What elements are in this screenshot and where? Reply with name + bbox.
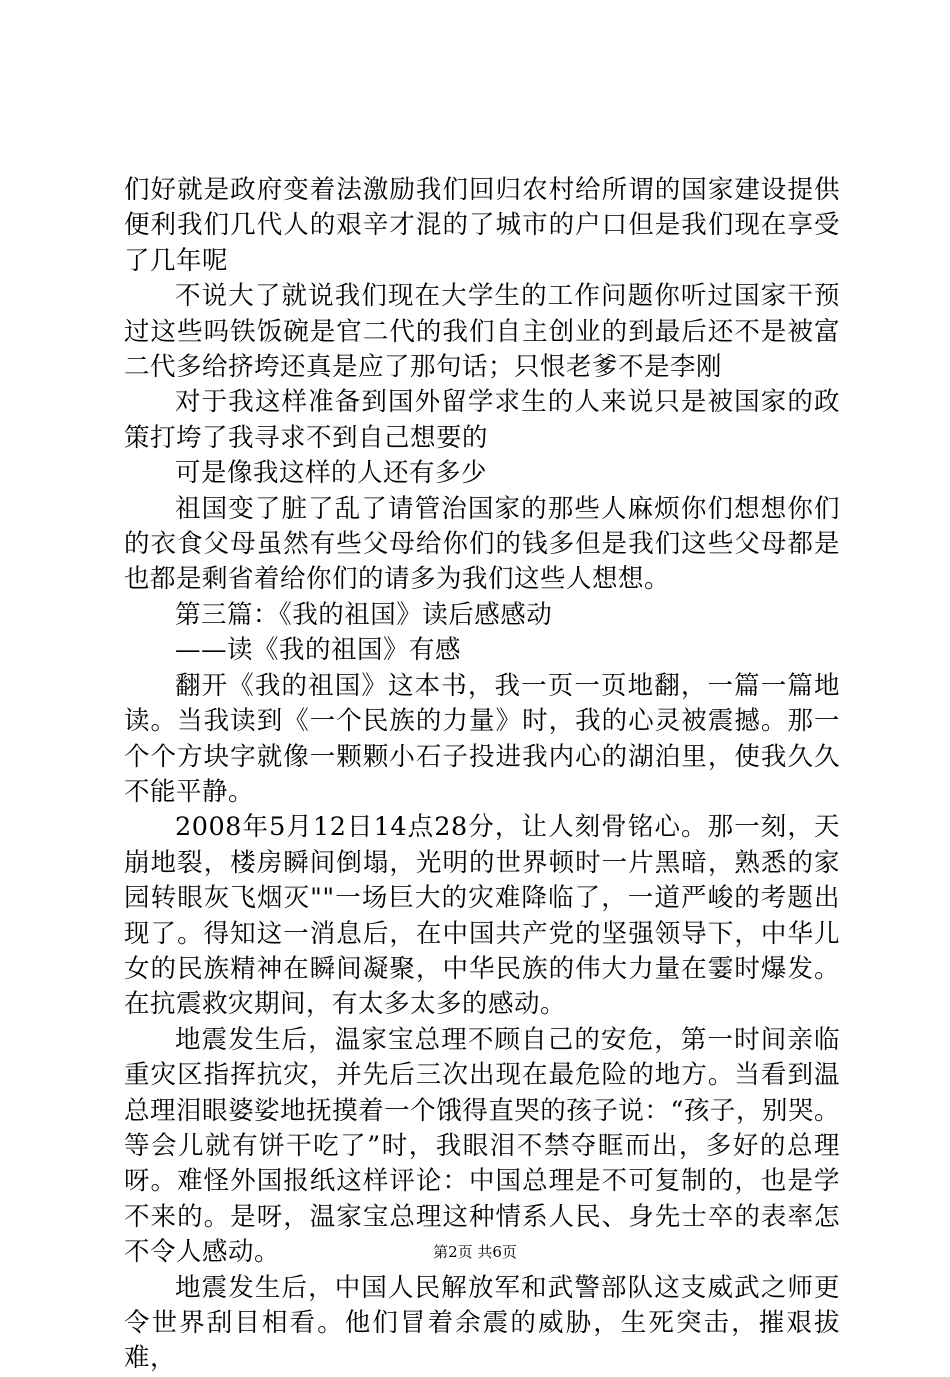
paragraph-3: 对于我这样准备到国外留学求生的人来说只是被国家的政策打垮了我寻求不到自己想要的 — [124, 387, 840, 453]
paragraph-1: 们好就是政府变着法激励我们回归农村给所谓的国家建设提供便利我们几代人的艰辛才混的了城市的户口但是我们现在享受了几年呢 — [124, 175, 840, 276]
page-number-footer: 第2页 共6页 — [433, 1243, 517, 1261]
paragraph-11: 地震发生后，中国人民解放军和武警部队这支威武之师更令世界刮目相看。他们冒着余震的威胁，生死突击，摧艰拔难， — [124, 1272, 840, 1374]
document-body — [124, 173, 840, 1377]
paragraph-4: 可是像我这样的人还有多少 — [175, 458, 488, 489]
paragraph-9: 2008年5月12日14点28分，让人刻骨铭心。那一刻，天崩地裂，楼房瞬间倒塌，光明的世界顿时一片黑暗，熟悉的家园转眼灰飞烟灭""一场巨大的灾难降临了，一道严峻的考题出现了。得知这一消息后，在中国共产党的坚强领导下，中华儿女的民族精神在瞬间凝聚，中华民族的伟大力量在霎时爆发。在抗震救灾期间，有太多太多的感动。 — [124, 812, 840, 1020]
paragraph-5: 祖国变了脏了乱了请管治国家的那些人麻烦你们想想你们的衣食父母虽然有些父母给你们的钱多但是我们这些父母都是也都是剩省着给你们的请多为我们这些人想想。 — [124, 493, 840, 595]
paragraph-8: 翻开《我的祖国》这本书，我一页一页地翻，一篇一篇地读。当我读到《一个民族的力量》时，我的心灵被震撼。那一个个方块字就像一颗颗小石子投进我内心的湖泊里，使我久久不能平静。 — [124, 670, 840, 807]
paragraph-10: 地震发生后，温家宝总理不顾自己的安危，第一时间亲临重灾区指挥抗灾，并先后三次出现在最危险的地方。当看到温总理泪眼婆娑地抚摸着一个饿得直哭的孩子说：“孩子，别哭。等会儿就有饼干吃了”时，我眼泪不禁夺眶而出，多好的总理呀。难怪外国报纸这样评论：中国总理是不可复制的，也是学不来的。是呀，温家宝总理这种情系人民、身先士卒的表率怎不令人感动。 — [124, 1024, 840, 1268]
section-heading: 第三篇：《我的祖国》读后感感动 — [175, 599, 553, 630]
section-subheading: ——读《我的祖国》有感 — [175, 635, 462, 666]
paragraph-2: 不说大了就说我们现在大学生的工作问题你听过国家干预过这些吗铁饭碗是官二代的我们自主创业的到最后还不是被富二代多给挤垮还真是应了那句话；只恨老爹不是李刚 — [124, 281, 840, 383]
